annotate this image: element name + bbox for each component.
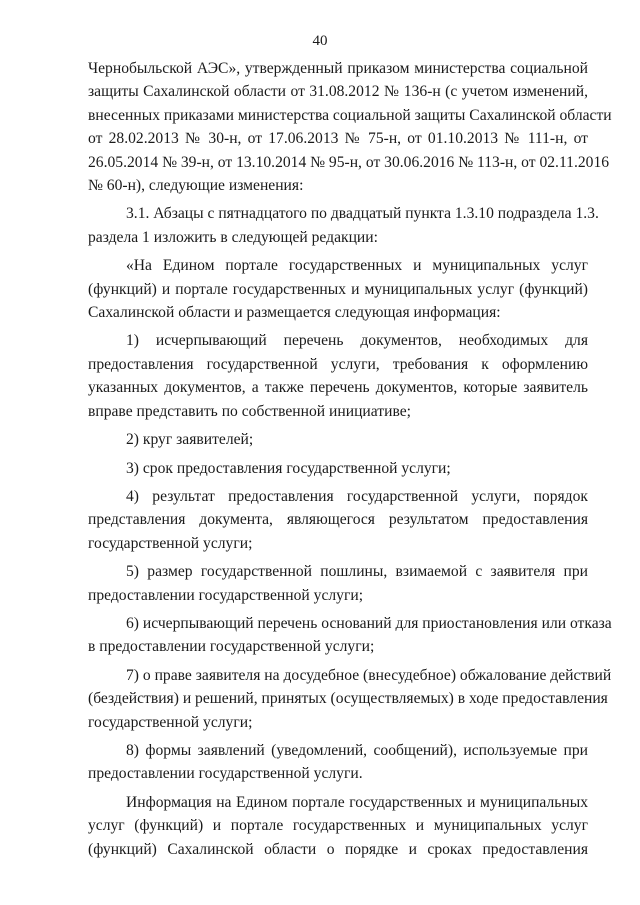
paragraph-amendment-intro [88,57,612,197]
text-line: 3.1. Абзацы с пятнадцатого по двадцатый пункта 1.3.10 подраздела 1.3. [126,205,599,223]
list-item-5 [88,560,588,607]
list-item-7 [88,664,612,734]
text-line: «На Едином портале государственных и муниципальных услуг [126,257,588,275]
text-line: 8) формы заявлений (уведомлений, сообщений), используемые при [126,741,588,759]
text-line: 1) исчерпывающий перечень документов, необходимых для [126,332,588,350]
paragraph-portal-deadlines [88,791,588,861]
text-line: раздела 1 изложить в следующей редакции: [88,228,378,246]
text-line: (бездействия) и решений, принятых (осуществляемых) в ходе предоставления [88,690,608,708]
list-item-8 [88,739,588,786]
text-line: предоставлении государственной услуги. [88,765,363,783]
list-item-6 [88,612,612,659]
text-line: 6) исчерпывающий перечень оснований для приостановления или отказа [126,614,612,632]
text-line: 7) о праве заявителя на досудебное (внесудебное) обжалование действий [126,666,612,684]
text-line: защиты Сахалинской области от 31.08.2012 № 136-н (с учетом изменений, [88,83,588,101]
list-item-2 [88,428,588,451]
paragraph-3-1 [88,202,599,249]
text-line: услуг (функций) и портале государственных и муниципальных услуг [88,817,588,835]
document-body [88,57,612,861]
text-line: 4) результат предоставления государственной услуги, порядок [126,487,588,505]
list-item-1 [88,329,588,423]
text-line: государственной услуги; [88,534,253,552]
text-line: государственной услуги; [88,713,253,731]
text-line: 2) круг заявителей; [126,431,254,449]
list-item-3 [88,457,588,480]
text-line: Информация на Едином портале государственных и муниципальных [126,793,588,811]
page-number: 40 [312,33,328,49]
list-item-4 [88,485,588,555]
text-line: указанных документов, а также перечень документов, которые заявитель [88,379,588,397]
text-line: (функций) Сахалинской области о порядке и сроках предоставления [88,840,588,858]
text-line: от 28.02.2013 № 30-н, от 17.06.2013 № 75-н, от 01.10.2013 № 111-н, от [88,130,588,148]
text-line: Сахалинской области и размещается следующая информация: [88,304,501,322]
text-line: предоставления государственной услуги, требования к оформлению [88,355,588,373]
text-line: внесенных приказами министерства социальной защиты Сахалинской области [88,106,612,124]
text-line: (функций) и портале государственных и муниципальных услуг (функций) [88,280,588,298]
text-line: предоставлении государственной услуги; [88,586,364,604]
text-line: 3) срок предоставления государственной услуги; [126,459,451,477]
text-line: № 60-н), следующие изменения: [88,177,304,195]
text-line: 26.05.2014 № 39-н, от 13.10.2014 № 95-н, от 30.06.2016 № 113-н, от 02.11.2016 [88,153,610,171]
text-line: в предоставлении государственной услуги; [88,638,375,656]
text-line: вправе представить по собственной инициативе; [88,402,411,420]
paragraph-portal-info [88,254,588,324]
text-line: 5) размер государственной пошлины, взимаемой с заявителя при [126,563,588,581]
text-line: Чернобыльской АЭС», утвержденный приказом министерства социальной [88,60,588,77]
text-line: представления документа, являющегося результатом предоставления [88,511,588,529]
